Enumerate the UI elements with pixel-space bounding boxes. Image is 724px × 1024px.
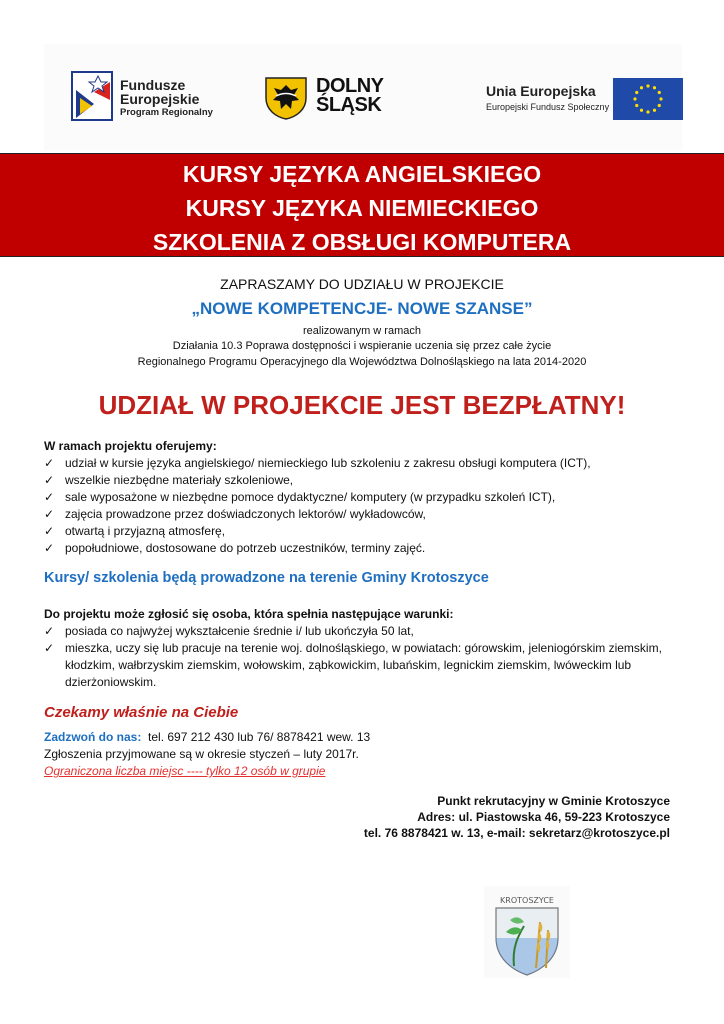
recruitment-point — [360, 793, 670, 841]
fe-line3: Program Regionalny — [120, 107, 213, 118]
offer-item-text: udział w kursie języka angielskiego/ niemieckiego lub szkoleniu z zakresu obsługi komputera (ICT), — [65, 456, 591, 470]
eu-star-icon — [658, 91, 661, 94]
eu-star-icon — [640, 86, 643, 89]
recruitment-line2: Adres: ul. Piastowska 46, 59-223 Krotoszyce — [417, 810, 670, 824]
eu-star-icon — [653, 109, 656, 112]
list-item — [44, 540, 684, 557]
ds-line2: ŚLĄSK — [316, 94, 382, 116]
eu-star-icon — [640, 109, 643, 112]
ds-line1: DOLNY — [316, 75, 384, 97]
checkmark-icon: ✓ — [44, 624, 55, 638]
eligibility-item-text: mieszka, uczy się lub pracuje na terenie woj. dolnośląskiego, w powiatach: górowskim, jeleniogórskim ziemskim, kłodzkim, wałbrzyskim ziemskim, wołowskim, ząbkowickim, lubańskim, legnickim ziemskim, lwóweckim lub dzierżoniowskim. — [65, 641, 662, 689]
contact-section — [44, 729, 370, 780]
fe-line1: Fundusze — [120, 77, 186, 93]
unia-europejska-text — [486, 83, 609, 112]
checkmark-icon: ✓ — [44, 490, 55, 504]
checkmark-icon: ✓ — [44, 641, 55, 655]
offer-item-text: zajęcia prowadzone przez doświadczonych lektorów/ wykładowców, — [65, 507, 426, 521]
recruitment-line1: Punkt rekrutacyjny w Gminie Krotoszyce — [437, 794, 670, 808]
invite-text: ZAPRASZAMY DO UDZIAŁU W PROJEKCIE — [220, 276, 504, 292]
free-notice: UDZIAŁ W PROJEKCIE JEST BEZPŁATNY! — [98, 390, 626, 420]
location-heading: Kursy/ szkolenia będą prowadzone na terenie Gminy Krotoszyce — [44, 570, 489, 586]
eu-star-icon — [635, 104, 638, 107]
eu-star-icon — [646, 110, 649, 113]
offer-item-text: otwartą i przyjazną atmosferę, — [65, 524, 226, 538]
eu-star-icon — [659, 97, 662, 100]
banner-line3: SZKOLENIA Z OBSŁUGI KOMPUTERA — [152, 229, 572, 255]
eligibility-list — [44, 623, 684, 691]
eligibility-item-text: posiada co najwyżej wykształcenie średnie i/ lub ukończyła 50 lat, — [65, 624, 414, 638]
dolny-slask-shield-icon — [264, 76, 308, 120]
eligibility-section — [44, 606, 684, 691]
program-text: Regionalnego Programu Operacyjnego dla Województwa Dolnośląskiego na lata 2014-2020 — [137, 356, 587, 368]
list-item — [44, 523, 684, 540]
offer-heading: W ramach projektu oferujemy: — [44, 439, 217, 453]
ue-line1: Unia Europejska — [486, 83, 596, 99]
ue-line2: Europejski Fundusz Społeczny — [486, 102, 610, 112]
list-item — [44, 623, 684, 640]
offer-item-text: wszelkie niezbędne materiały szkoleniowe, — [65, 473, 294, 487]
project-name: „NOWE KOMPETENCJE- NOWE SZANSE” — [191, 299, 533, 318]
checkmark-icon: ✓ — [44, 524, 55, 538]
list-item — [44, 640, 684, 691]
banner-line2: KURSY JĘZYKA NIEMIECKIEGO — [185, 195, 539, 221]
offer-item-text: sale wyposażone w niezbędne pomoce dydaktyczne/ komputery (w przypadku szkoleń ICT), — [65, 490, 556, 504]
phone-line — [44, 729, 370, 746]
list-item — [44, 455, 684, 472]
realized-text: realizowanym w ramach — [303, 325, 421, 337]
checkmark-icon: ✓ — [44, 456, 55, 470]
fe-line2: Europejskie — [120, 91, 200, 107]
action-text: Działania 10.3 Poprawa dostępności i wspieranie uczenia się przez całe życie — [172, 340, 552, 352]
course-banner — [0, 153, 724, 257]
checkmark-icon: ✓ — [44, 541, 55, 555]
offer-list — [44, 455, 684, 557]
phone-number[interactable]: tel. 697 212 430 lub 76/ 8878421 wew. 13 — [148, 730, 371, 744]
eligibility-heading: Do projektu może zgłosić się osoba, która spełnia następujące warunki: — [44, 607, 454, 621]
fundusze-europejskie-logo — [70, 70, 114, 122]
period-text: Zgłoszenia przyjmowane są w okresie styczeń – luty 2017r. — [44, 747, 359, 761]
crest-label: KROTOSZYCE — [500, 896, 554, 905]
eu-star-icon — [658, 104, 661, 107]
list-item — [44, 472, 684, 489]
limited-places-text: Ograniczona liczba miejsc ---- tylko 12 osób w grupie — [44, 764, 326, 778]
offer-item-text: popołudniowe, dostosowane do potrzeb uczestników, terminy zajęć. — [65, 541, 426, 555]
fundusze-europejskie-text — [120, 78, 213, 120]
banner-line1: KURSY JĘZYKA ANGIELSKIEGO — [182, 161, 542, 187]
list-item — [44, 506, 684, 523]
eu-star-icon — [646, 84, 649, 87]
offer-section — [44, 438, 684, 557]
eu-star-icon — [653, 86, 656, 89]
call-label: Zadzwoń do nas: — [44, 730, 142, 744]
eu-flag-icon — [613, 78, 683, 120]
eu-star-icon — [635, 91, 638, 94]
checkmark-icon: ✓ — [44, 473, 55, 487]
list-item — [44, 489, 684, 506]
eu-star-icon — [633, 97, 636, 100]
recruitment-line3[interactable]: tel. 76 8878421 w. 13, e-mail: sekretarz@krotoszyce.pl — [363, 826, 670, 840]
waiting-heading: Czekamy właśnie na Ciebie — [44, 704, 239, 721]
checkmark-icon: ✓ — [44, 507, 55, 521]
krotoszyce-crest-icon — [484, 886, 570, 978]
dolny-slask-text — [316, 77, 384, 115]
